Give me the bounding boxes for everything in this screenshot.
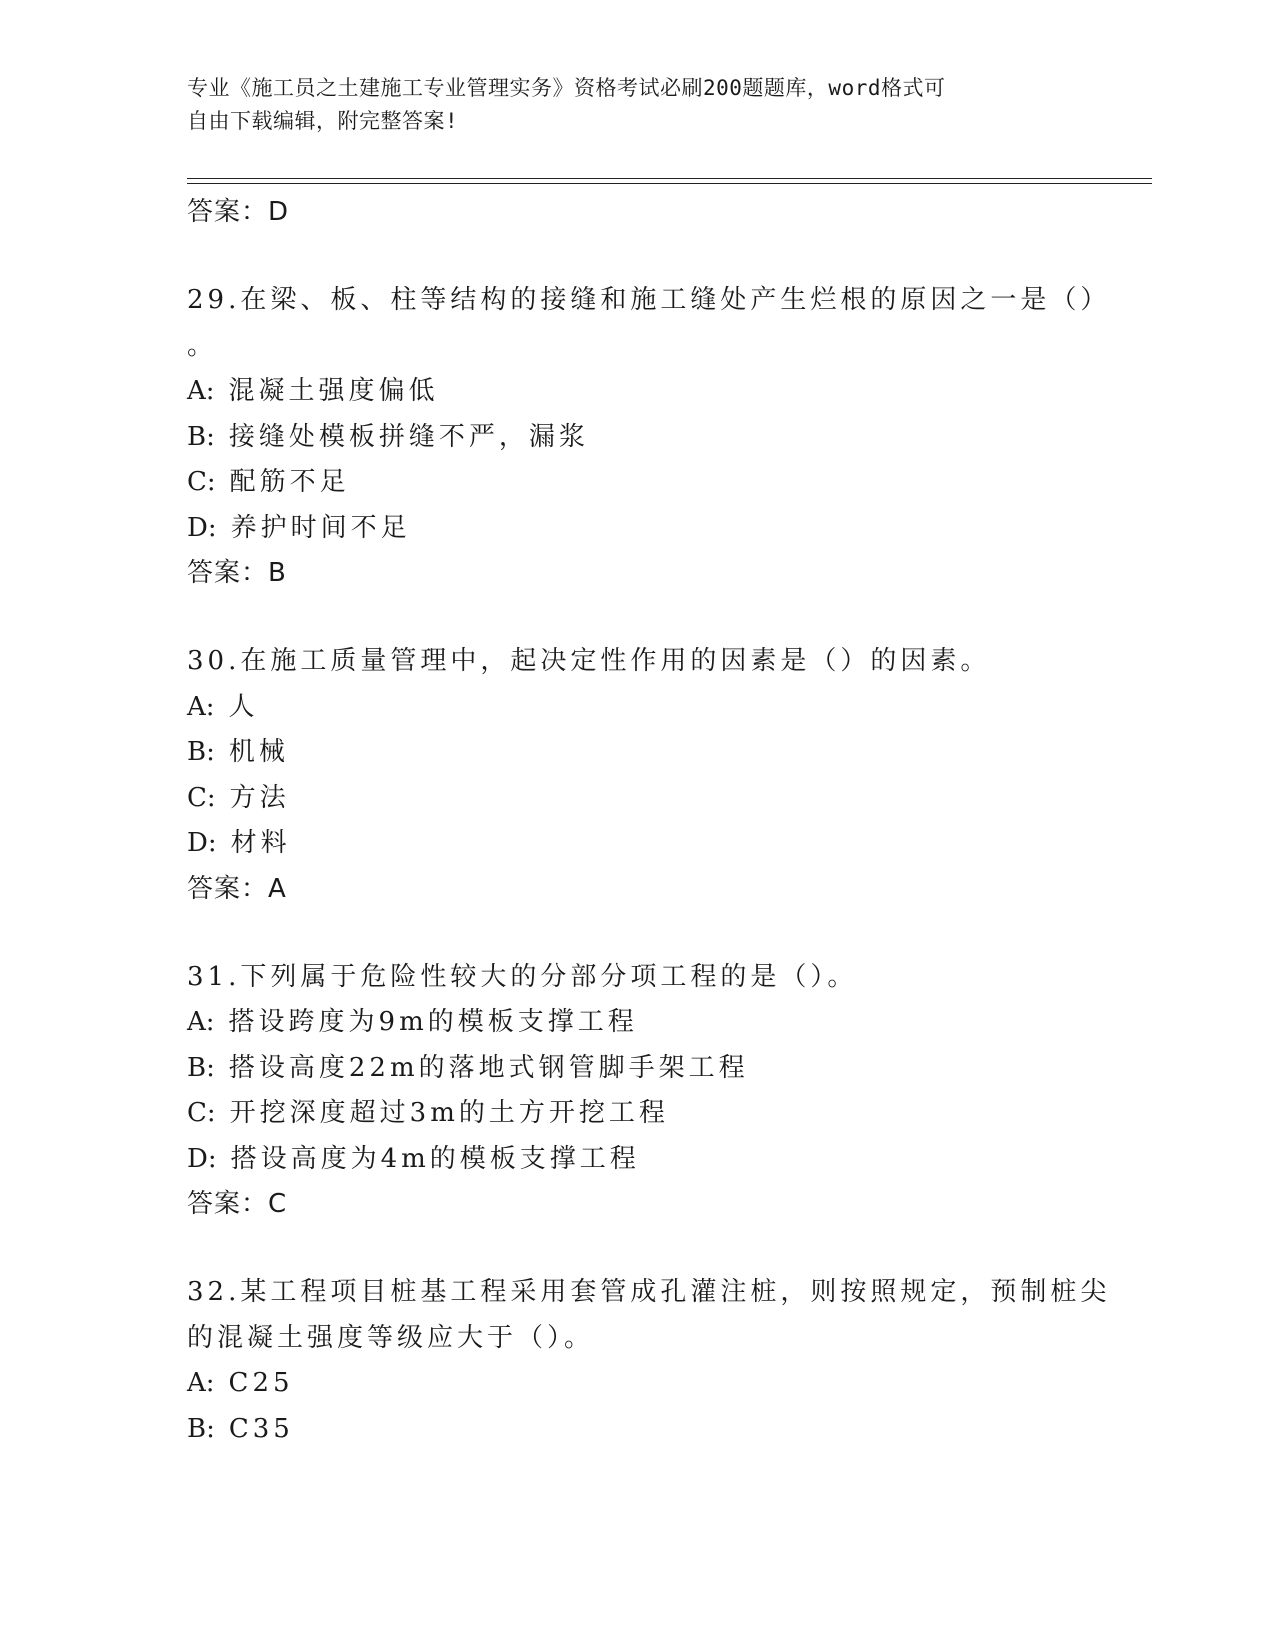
answer-line bbox=[187, 551, 1087, 595]
option-c bbox=[187, 1091, 1087, 1137]
option-c bbox=[187, 460, 1087, 506]
option-key: A: bbox=[187, 1368, 215, 1398]
option-text: 人 bbox=[228, 691, 259, 722]
spacer bbox=[187, 911, 1087, 955]
option-c bbox=[187, 776, 1087, 822]
option-a bbox=[187, 685, 1087, 731]
option-key: B: bbox=[187, 1413, 215, 1444]
option-b bbox=[187, 1046, 1087, 1092]
option-text: 混凝土强度偏低 bbox=[228, 376, 439, 406]
question-stem: 30.在施工质量管理中，起决定性作用的因素是（）的因素。 bbox=[187, 646, 991, 676]
option-text: 搭设高度22m的落地式钢管脚手架工程 bbox=[228, 1052, 749, 1083]
header-rule-bottom bbox=[187, 183, 1152, 184]
question-stem: 。 bbox=[187, 330, 218, 361]
question-list bbox=[187, 190, 1111, 1452]
option-text: 接缝处模板拼缝不严，漏浆 bbox=[228, 421, 589, 452]
option-b bbox=[187, 730, 1087, 776]
option-key: C: bbox=[187, 467, 216, 497]
answer-prefix: 答案： bbox=[187, 1189, 269, 1219]
question-stem: 的混凝土强度等级应大于（）。 bbox=[187, 1322, 595, 1353]
spacer bbox=[187, 234, 1087, 278]
option-text: 搭设高度为4m的模板支撑工程 bbox=[230, 1143, 640, 1174]
option-key: D: bbox=[187, 1143, 217, 1174]
option-key: B: bbox=[187, 737, 215, 767]
answer-value: D bbox=[268, 197, 290, 227]
question-32 bbox=[187, 1270, 1111, 1452]
question-31 bbox=[187, 955, 1087, 1227]
header-line-2: 自由下载编辑，附完整答案! bbox=[187, 109, 459, 133]
option-b bbox=[187, 1407, 1087, 1453]
option-key: A: bbox=[187, 691, 215, 722]
option-d bbox=[187, 821, 1087, 867]
document-header bbox=[187, 72, 1087, 138]
question-stem: 32.某工程项目桩基工程采用套管成孔灌注桩，则按照规定，预制桩尖 bbox=[187, 1277, 1111, 1307]
answer-prefix: 答案： bbox=[187, 873, 269, 904]
option-text: 开挖深度超过3m的土方开挖工程 bbox=[229, 1098, 669, 1128]
option-d bbox=[187, 1137, 1087, 1183]
option-text: 搭设跨度为9m的模板支撑工程 bbox=[228, 1007, 638, 1037]
option-text: C35 bbox=[228, 1413, 294, 1444]
option-key: D: bbox=[187, 828, 217, 858]
option-key: B: bbox=[187, 421, 215, 452]
answer-prefix: 答案： bbox=[187, 197, 269, 227]
option-key: B: bbox=[187, 1052, 215, 1083]
option-text: 材料 bbox=[230, 828, 291, 858]
option-b bbox=[187, 415, 1087, 461]
spacer bbox=[187, 1226, 1087, 1270]
option-d bbox=[187, 506, 1087, 552]
option-key: A: bbox=[187, 1007, 215, 1037]
option-a bbox=[187, 1000, 1087, 1046]
spacer bbox=[187, 595, 1087, 639]
answer-line bbox=[187, 867, 1087, 911]
option-text: C25 bbox=[228, 1368, 294, 1398]
question-stem: 31.下列属于危险性较大的分部分项工程的是（）。 bbox=[187, 961, 858, 992]
option-text: 方法 bbox=[229, 782, 290, 813]
answer-line bbox=[187, 190, 1087, 234]
option-key: C: bbox=[187, 1098, 216, 1128]
option-a bbox=[187, 1361, 1087, 1407]
option-text: 配筋不足 bbox=[229, 467, 350, 497]
header-rule-top bbox=[187, 178, 1152, 179]
answer-prefix: 答案： bbox=[187, 558, 269, 588]
answer-value: C bbox=[268, 1189, 288, 1219]
option-key: C: bbox=[187, 782, 216, 813]
option-text: 养护时间不足 bbox=[230, 512, 411, 543]
option-key: D: bbox=[187, 512, 217, 543]
option-text: 机械 bbox=[228, 737, 289, 767]
answer-value: A bbox=[268, 873, 287, 904]
answer-line bbox=[187, 1182, 1087, 1226]
option-a bbox=[187, 369, 1087, 415]
option-key: A: bbox=[187, 376, 215, 406]
question-30 bbox=[187, 639, 1087, 911]
answer-value: B bbox=[268, 558, 287, 588]
header-line-1: 专业《施工员之土建施工专业管理实务》资格考试必刷200题题库，word格式可 bbox=[187, 76, 946, 100]
question-29 bbox=[187, 278, 1111, 595]
question-stem: 29.在梁、板、柱等结构的接缝和施工缝处产生烂根的原因之一是（） bbox=[187, 285, 1111, 315]
